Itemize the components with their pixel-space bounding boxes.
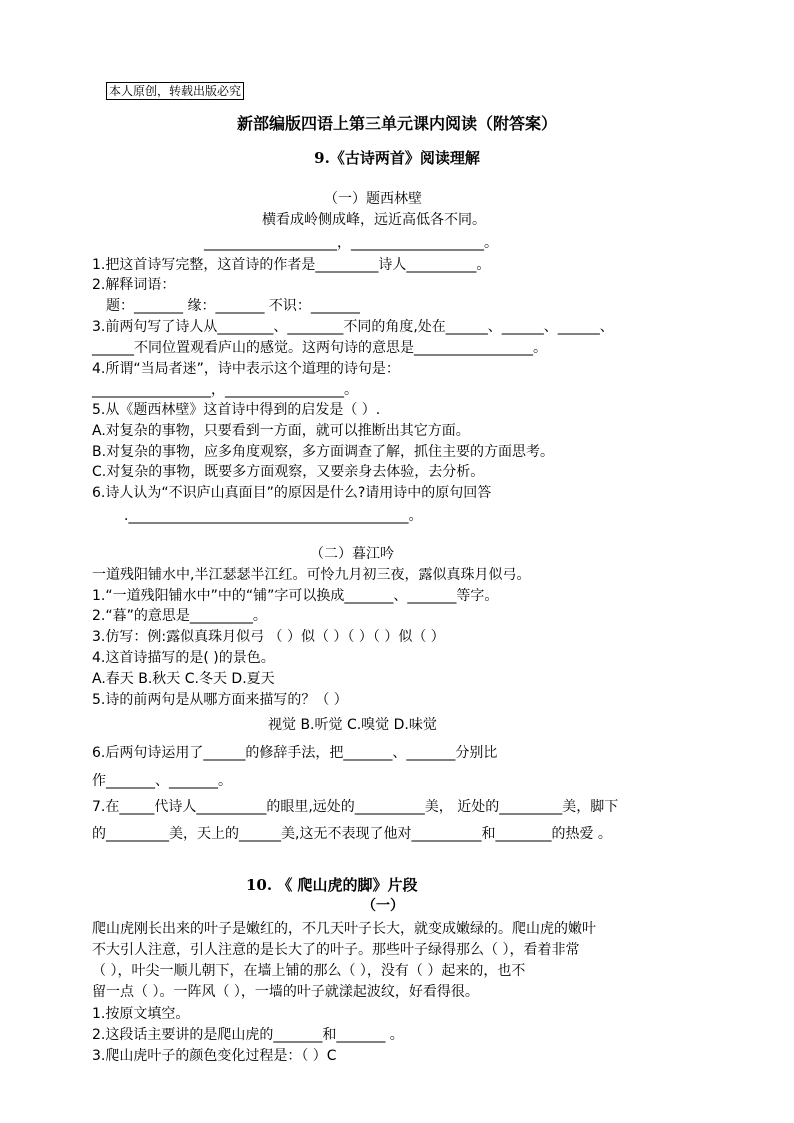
document-title: 新部编版四语上第三单元课内阅读（附答案） (236, 114, 557, 133)
poem2-question-5: 5.诗的前两句是从哪方面来描写的？（ ） (92, 692, 348, 708)
lesson9-title: 9.《古诗两首》阅读理解 (314, 149, 480, 167)
poem1-line2-blanks: ___________________，___________________。 (204, 235, 498, 251)
poem1-option-a: A.对复杂的事物，只要看到一方面，就可以推断出其它方面。 (92, 423, 470, 439)
poem2-question-3: 3.仿写：例:露似真珠月似弓 （ ）似（ ）（ ）（ ）似（ ） (92, 629, 445, 645)
poem2-question-2: 2.“暮”的意思是_________。 (92, 608, 267, 624)
lesson10-question-1: 1.按原文填空。 (92, 1006, 190, 1022)
poem1-option-c: C.对复杂的事物，既要多方面观察，又要亲身去体验，去分析。 (92, 464, 485, 480)
poem2-question-6a: 6.后两句诗运用了______的修辞手法，把_______、_______分别比 (92, 745, 498, 761)
poem1-line1: 横看成岭侧成峰，远近高低各不同。 (262, 212, 486, 228)
lesson10-question-2: 2.这段话主要讲的是爬山虎的_______和_______ 。 (92, 1027, 404, 1043)
poem1-question-6a: 6.诗人认为“不识庐山真面目”的原因是什么?请用诗中的原句回答 (92, 485, 492, 501)
poem2-question-1: 1.“一道残阳铺水中”中的“铺”字可以换成_______、_______等字。 (92, 588, 499, 604)
poem1-question-3b: ______不同位置观看庐山的感觉。这两句诗的意思是_________________。 (92, 340, 547, 356)
poem2-question-6b: 作_______、_______。 (92, 773, 232, 789)
passage-line-4: 留一点（ ）。一阵风（ ），一墙的叶子就漾起波纹，好看得很。 (92, 984, 479, 1000)
poem1-question-6b: .________________________________________。 (124, 508, 423, 524)
lesson10-subtitle: （一） (362, 898, 404, 914)
poem2-question-4: 4.这首诗描写的是( )的景色。 (92, 650, 275, 666)
poem2-question-7b: 的_________美，天上的______美,这无不表现了他对__________和________的热爱 。 (92, 826, 612, 842)
poem1-question-4b: _________________，_________________。 (92, 382, 358, 398)
passage-line-3: （ ），叶尖一顺儿朝下，在墙上铺的那么（ ），没有（ ）起来的，也不 (92, 963, 526, 979)
passage-line-1: 爬山虎刚长出来的叶子是嫩红的，不几天叶子长大，就变成嫩绿的。爬山虎的嫩叶 (92, 921, 596, 937)
poem1-question-2: 2.解释词语： (92, 277, 176, 293)
poem1-question-4a: 4.所谓“当局者迷”，诗中表示这个道理的诗句是： (92, 361, 400, 377)
poem2-question-7a: 7.在_____代诗人__________的眼里,远处的__________美， 近处的_________美，脚下 (92, 799, 619, 815)
poem1-question-5: 5.从《题西林壁》这首诗中得到的启发是（ ）. (92, 402, 381, 418)
poem1-question-2-words: 题：_______ 缘：_______ 不识：_______ (106, 298, 360, 314)
passage-line-2: 不大引人注意，引人注意的是长大了的叶子。那些叶子绿得那么（ ），看着非常 (92, 942, 580, 958)
copyright-box: 本人原创，转载出版必究 (106, 82, 244, 100)
lesson10-question-3: 3.爬山虎叶子的颜色变化过程是：（ ）C (92, 1048, 337, 1064)
lesson10-title: 10. 《 爬山虎的脚》片段 (246, 876, 418, 894)
poem1-option-b: B.对复杂的事物，应多角度观察，多方面调查了解，抓住主要的方面思考。 (92, 444, 555, 460)
poem2-title: （二）暮江吟 (310, 546, 394, 562)
poem2-question-5-options: 视觉 B.听觉 C.嗅觉 D.味觉 (268, 717, 437, 733)
poem1-question-1: 1.把这首诗写完整，这首诗的作者是_________诗人__________。 (92, 257, 491, 273)
poem1-question-3a: 3.前两句写了诗人从________、________不同的角度,处在______、______、______、 (92, 319, 614, 335)
poem2-question-4-options: A.春天 B.秋天 C.冬天 D.夏天 (92, 671, 275, 687)
poem1-title: （一）题西林壁 (324, 191, 422, 207)
poem2-line1: 一道残阳铺水中,半江瑟瑟半江红。可怜九月初三夜，露似真珠月似弓。 (92, 567, 531, 583)
